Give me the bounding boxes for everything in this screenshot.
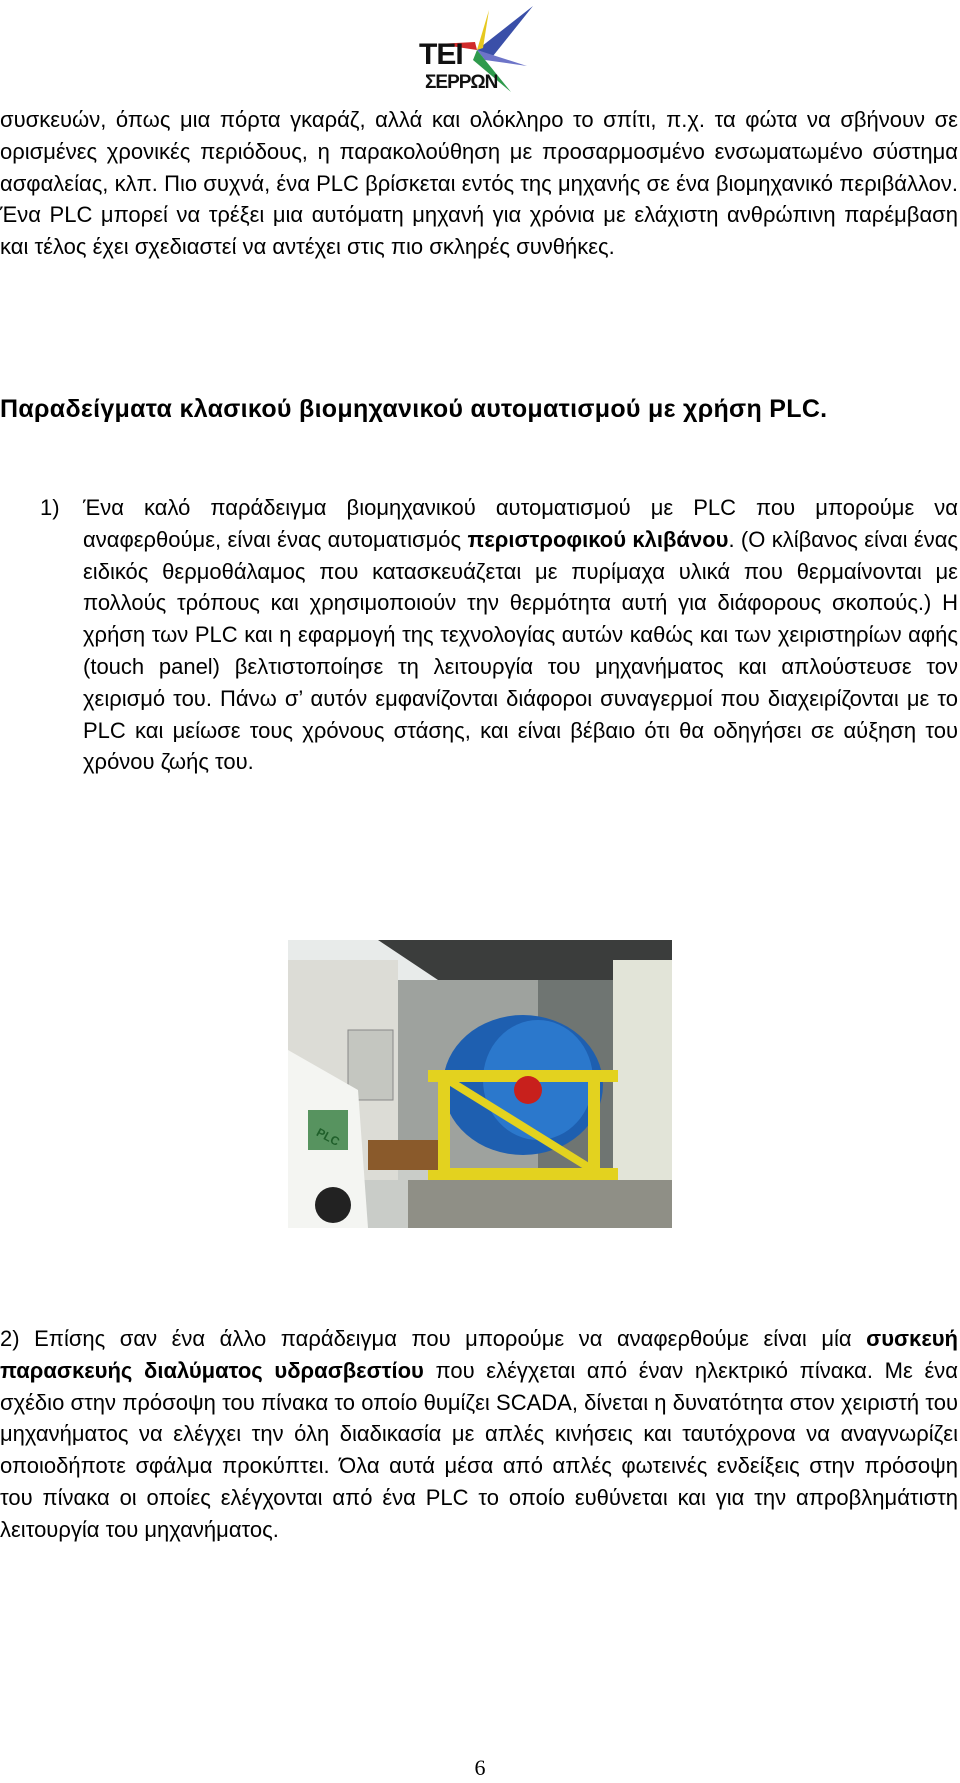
tei-serres-logo (415, 4, 540, 96)
intro-paragraph: συσκευών, όπως μια πόρτα γκαράζ, αλλά και ολόκληρο το σπίτι, π.χ. τα φώτα να σβήνουν σε ορισμένες χρονικές περιόδους, η παρακολούθηση με προσαρμοσμένο ενσωματωμένο σύστημα ασφαλείας, κλπ. Πιο συχνά, ένα PLC βρίσκεται εντός της μηχανής σε ένα βιομηχανικό περιβάλλον. Ένα PLC μπορεί να τρέξει μια αυτόματη μηχανή για χρόνια με ελάχιστη ανθρώπινη παρέμβαση και τέλος έχει σχεδιαστεί να αντέχει στις πιο σκληρές συνθήκες. (0, 107, 958, 260)
list-item-number: 1) (40, 495, 60, 520)
section-heading: Παραδείγματα κλασικού βιομηχανικού αυτοματισμού με χρήση PLC. (0, 395, 828, 423)
logo-text-serres: ΣΕΡΡΩΝ (425, 72, 498, 93)
item1-text-before: Ένα καλό παράδειγμα βιομηχανικού αυτοματισμού με PLC που μπορούμε να αναφερθούμε, είναι ένας αυτοματισμός (83, 495, 958, 552)
para2-text-after: που ελέγχεται από έναν ηλεκτρικό πίνακα. Με ένα σχέδιο στην πρόσοψη του πίνακα το οποίο θυμίζει SCADA, δίνεται η δυνατότητα στον χειριστή του μηχανήματος να ελέγχει την όλη διαδικασία με απλές κινήσεις και ταυτόχρονα να αναγνωρίζει οποιοδήποτε σφάλμα προκύπτει. Όλα αυτά μέσα από απλές φωτεινές ενδείξεις στην πρόσοψη του πίνακα οι οποίες ελέγχονται από ένα PLC το οποίο ευθύνεται και για την απροβλημάτιστη λειτουργία του μηχανήματος. (0, 1357, 958, 1542)
para2-bold-term: συσκευή παρασκευής διαλύματος υδρασβεστίου (0, 1326, 958, 1383)
para2-text-before: 2) Επίσης σαν ένα άλλο παράδειγμα που μπορούμε να αναφερθούμε είναι μία (0, 1326, 867, 1351)
logo-text-tei: ΤΕΙ (419, 38, 463, 71)
second-example-paragraph (0, 1323, 958, 1546)
kiln-photo-image (288, 940, 672, 1228)
page-number: 6 (474, 1755, 486, 1780)
list-item-text (83, 492, 958, 778)
item1-text-after: . (Ο κλίβανος είναι ένας ειδικός θερμοθάλαμος που κατασκευάζεται με πυρίμαχα υλικά που θερμαίνονται με πολλούς τρόπους και χρησιμοποιούν την θερμότητα αυτή για διάφορους σκοπούς.) Η χρήση των PLC και η εφαρμογή της τεχνολογίας αυτών καθώς και των χειριστηρίων αφής (touch panel) βελτιστοποίησε τη λειτουργία του μηχανήματος και απλούστευσε τον χειρισμό του. Πάνω σ’ αυτόν εμφανίζονται διάφοροι συναγερμοί που διαχειρίζονται με το PLC και μείωσε τους χρόνους στάσης, και είναι βέβαιο ότι θα οδηγήσει σε αύξηση του χρόνου ζωής του. (83, 526, 959, 775)
kiln-photo (288, 940, 672, 1228)
item1-bold-term: περιστροφικού κλιβάνου (467, 526, 729, 552)
list-item-1 (40, 492, 958, 778)
van-label: PLC (314, 1125, 342, 1149)
